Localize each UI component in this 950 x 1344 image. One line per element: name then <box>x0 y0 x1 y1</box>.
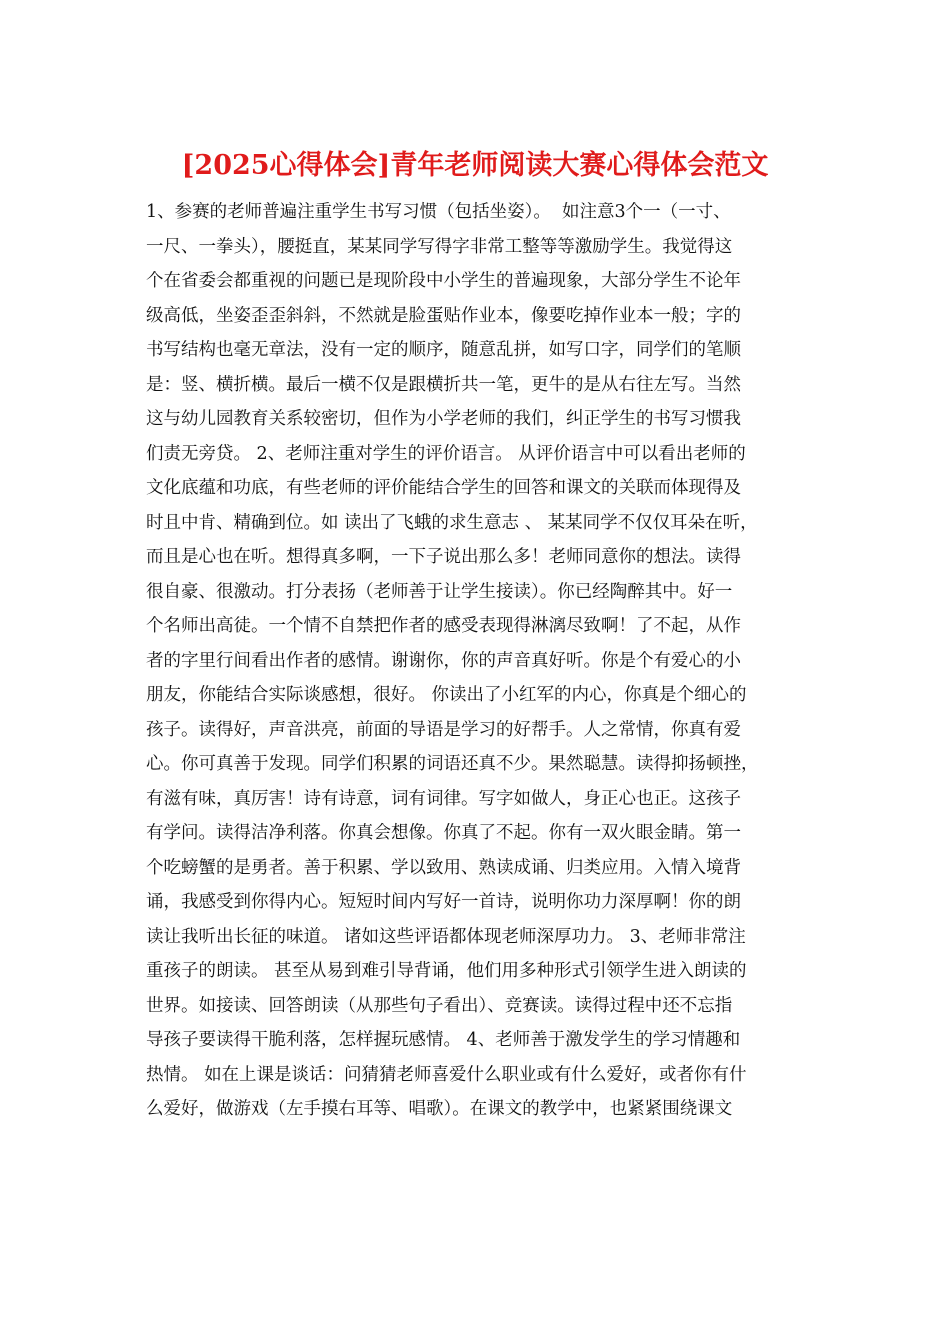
document-title: [2025心得体会]青年老师阅读大赛心得体会范文 <box>181 150 769 181</box>
body-text-line: 重孩子的朗读。 甚至从易到难引导背诵，他们用多种形式引领学生进入朗读的 <box>146 961 747 981</box>
body-text-line: 时且中肯、精确到位。如 读出了飞蛾的求生意志 、 某某同学不仅仅耳朵在听， <box>146 512 758 533</box>
body-text-line: 个吃螃蟹的是勇者。善于积累、学以致用、熟读成诵、归类应用。入情入境背 <box>146 857 741 878</box>
body-text-line: 导孩子要读得干脆利落，怎样握玩感情。 4、老师善于激发学生的学习情趣和 <box>146 1030 741 1050</box>
body-text-line: 孩子。读得好，声音洪亮，前面的导语是学习的好帮手。人之常情，你真有爱 <box>146 719 741 740</box>
body-text-line: 文化底蕴和功底，有些老师的评价能结合学生的回答和课文的关联而体现得及 <box>146 478 741 498</box>
body-text-line: 者的字里行间看出作者的感情。谢谢你，你的声音真好听。你是个有爱心的小 <box>146 650 741 671</box>
body-text-line: 有滋有味，真厉害！诗有诗意，词有词律。写字如做人，身正心也正。这孩子 <box>146 788 741 809</box>
body-text-line: 很自豪、很激动。打分表扬（老师善于让学生接读）。你已经陶醉其中。好一 <box>146 581 733 602</box>
body-text-line: 书写结构也毫无章法，没有一定的顺序，随意乱拼，如写口字，同学们的笔顺 <box>146 340 741 360</box>
body-text-line: 朋友，你能结合实际谈感想，很好。 你读出了小红军的内心，你真是个细心的 <box>146 685 747 705</box>
body-text-line: 有学问。读得洁净利落。你真会想像。你真了不起。你有一双火眼金睛。第一 <box>146 823 741 843</box>
body-text-line: 一尺、一拳头），腰挺直，某某同学写得字非常工整等等激励学生。我觉得这 <box>146 236 733 257</box>
body-text-line: 是：竖、横折横。最后一横不仅是跟横折共一笔，更牛的是从右往左写。当然 <box>146 374 741 395</box>
body-text-line: 1、参赛的老师普遍注重学生书写习惯（包括坐姿）。 如注意3个一（一寸、 <box>146 202 731 222</box>
body-text-line: 么爱好，做游戏（左手摸右耳等、唱歌）。在课文的教学中，也紧紧围绕课文 <box>146 1099 733 1119</box>
body-text-line: 世界。如接读、回答朗读（从那些句子看出）、竞赛读。读得过程中还不忘指 <box>146 995 733 1016</box>
body-text-line: 个在省委会都重视的问题已是现阶段中小学生的普遍现象，大部分学生不论年 <box>146 271 741 291</box>
body-text-line: 而且是心也在听。想得真多啊，一下子说出那么多！老师同意你的想法。读得 <box>146 547 741 567</box>
body-text-line: 热情。 如在上课是谈话：问猜猜老师喜爱什么职业或有什么爱好，或者你有什 <box>146 1064 747 1085</box>
body-text-line: 心。你可真善于发现。同学们积累的词语还真不少。果然聪慧。读得抑扬顿挫， <box>146 754 759 774</box>
body-text-line: 们责无旁贷。 2、老师注重对学生的评价语言。 从评价语言中可以看出老师的 <box>146 443 746 464</box>
document-body <box>146 195 806 1127</box>
body-text-line: 诵，我感受到你得内心。短短时间内写好一首诗，说明你功力深厚啊！你的朗 <box>146 892 741 912</box>
body-text-line: 这与幼儿园教育关系较密切，但作为小学老师的我们，纠正学生的书写习惯我 <box>146 409 741 429</box>
body-text-line: 读让我听出长征的味道。 诸如这些评语都体现老师深厚功力。 3、老师非常注 <box>146 926 746 947</box>
body-text-line: 级高低，坐姿歪歪斜斜，不然就是脸蛋贴作业本，像要吃掉作业本一般；字的 <box>146 305 741 326</box>
body-text-line: 个名师出高徒。一个情不自禁把作者的感受表现得淋漓尽致啊！了不起，从作 <box>146 616 741 636</box>
